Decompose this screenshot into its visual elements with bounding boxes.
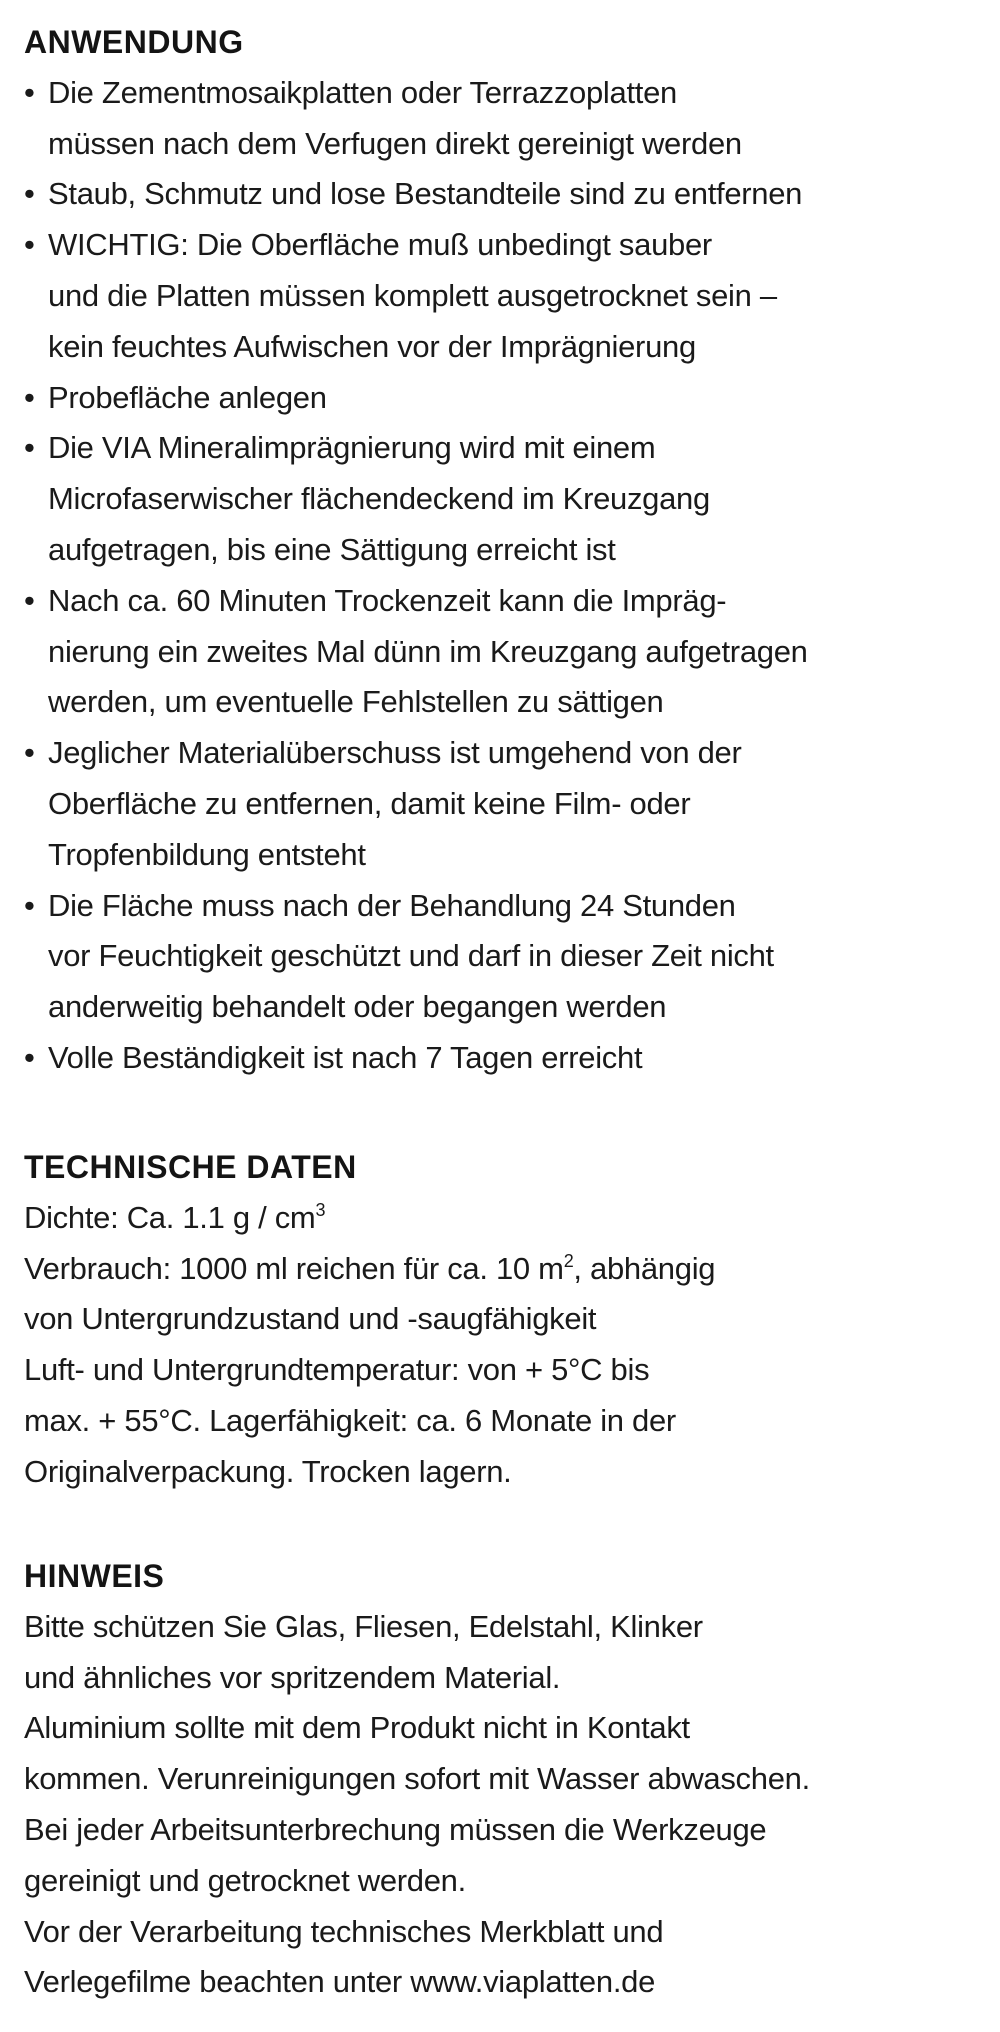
list-item xyxy=(24,423,994,575)
text-line: von Untergrundzustand und -saugfähigkeit xyxy=(24,1301,597,1337)
text-line: nierung ein zweites Mal dünn im Kreuzgang aufgetragen xyxy=(48,633,808,669)
section-anwendung xyxy=(24,17,994,1084)
text-line: Vor der Verarbeitung technisches Merkblatt und xyxy=(24,1913,664,1949)
text-line: Luft- und Untergrundtemperatur: von + 5°C bis xyxy=(24,1352,650,1388)
bullet-icon: • xyxy=(24,582,35,618)
text-line: Oberfläche zu entfernen, damit keine Film- oder xyxy=(48,785,691,821)
text-line: Bei jeder Arbeitsunterbrechung müssen die Werkzeuge xyxy=(24,1811,767,1847)
list-item xyxy=(24,68,994,170)
text-line: Microfaserwischer flächendeckend im Kreuzgang xyxy=(48,481,710,517)
text-line: Tropfenbildung entsteht xyxy=(48,836,366,872)
text-line: müssen nach dem Verfugen direkt gereinigt werden xyxy=(48,125,742,161)
text-line: Volle Beständigkeit ist nach 7 Tagen erreicht xyxy=(48,1039,643,1075)
list-item xyxy=(24,576,994,728)
list-item xyxy=(24,373,994,424)
bullet-icon: • xyxy=(24,735,35,771)
text-line: Nach ca. 60 Minuten Trockenzeit kann die Impräg- xyxy=(48,582,727,618)
bullet-icon: • xyxy=(24,430,35,466)
dichte-text: Dichte: Ca. 1.1 g / cm xyxy=(24,1199,316,1235)
text-line: vor Feuchtigkeit geschützt und darf in dieser Zeit nicht xyxy=(48,938,774,974)
bullet-icon: • xyxy=(24,887,35,923)
text-line: werden, um eventuelle Fehlstellen zu sättigen xyxy=(48,684,664,720)
text-line-verbrauch xyxy=(24,1244,994,1295)
text-line: und die Platten müssen komplett ausgetrocknet sein – xyxy=(48,277,777,313)
text-line: Staub, Schmutz und lose Bestandteile sind zu entfernen xyxy=(48,176,803,212)
text-line: max. + 55°C. Lagerfähigkeit: ca. 6 Monate in der xyxy=(24,1402,676,1438)
text-line: Jeglicher Materialüberschuss ist umgehend von der xyxy=(48,735,742,771)
text-line: aufgetragen, bis eine Sättigung erreicht ist xyxy=(48,531,616,567)
bullet-icon: • xyxy=(24,74,35,110)
text-line: und ähnliches vor spritzendem Material. xyxy=(24,1659,561,1695)
text-line: Die Zementmosaikplatten oder Terrazzoplatten xyxy=(48,74,677,110)
text-line: Bitte schützen Sie Glas, Fliesen, Edelstahl, Klinker xyxy=(24,1608,703,1644)
list-item xyxy=(24,220,994,372)
text-line: kommen. Verunreinigungen sofort mit Wasser abwaschen. xyxy=(24,1761,810,1797)
section-hinweis xyxy=(24,1551,994,2008)
superscript: 2 xyxy=(563,1250,574,1271)
bullet-icon: • xyxy=(24,176,35,212)
text-line-website: Verlegefilme beachten unter www.viaplatten.de xyxy=(24,1964,656,2000)
bullet-icon: • xyxy=(24,1039,35,1075)
bullet-icon: • xyxy=(24,227,35,263)
text-line: anderweitig behandelt oder begangen werden xyxy=(48,989,667,1025)
text-line-dichte xyxy=(24,1193,994,1244)
superscript: 3 xyxy=(315,1199,326,1220)
text-line: WICHTIG: Die Oberfläche muß unbedingt sauber xyxy=(48,227,712,263)
text-line: gereinigt und getrocknet werden. xyxy=(24,1862,466,1898)
list-item xyxy=(24,728,994,880)
verbrauch-text: Verbrauch: 1000 ml reichen für ca. 10 m xyxy=(24,1250,564,1286)
section-technische-daten xyxy=(24,1142,994,1498)
text-line: Die VIA Mineralimprägnierung wird mit einem xyxy=(48,430,656,466)
text-line: kein feuchtes Aufwischen vor der Imprägnierung xyxy=(48,328,696,364)
section-heading-hinweis: HINWEIS xyxy=(24,1558,165,1594)
text-line: Die Fläche muss nach der Behandlung 24 Stunden xyxy=(48,887,736,923)
text-after: , abhängig xyxy=(573,1250,716,1286)
text-line: Probefläche anlegen xyxy=(48,379,327,415)
list-item xyxy=(24,881,994,1033)
text-line: Originalverpackung. Trocken lagern. xyxy=(24,1453,512,1489)
section-heading-anwendung: ANWENDUNG xyxy=(24,24,244,60)
list-item xyxy=(24,169,994,220)
text-line: Aluminium sollte mit dem Produkt nicht in Kontakt xyxy=(24,1710,690,1746)
bullet-icon: • xyxy=(24,379,35,415)
section-heading-technische-daten: TECHNISCHE DATEN xyxy=(24,1149,357,1185)
list-item xyxy=(24,1033,994,1084)
